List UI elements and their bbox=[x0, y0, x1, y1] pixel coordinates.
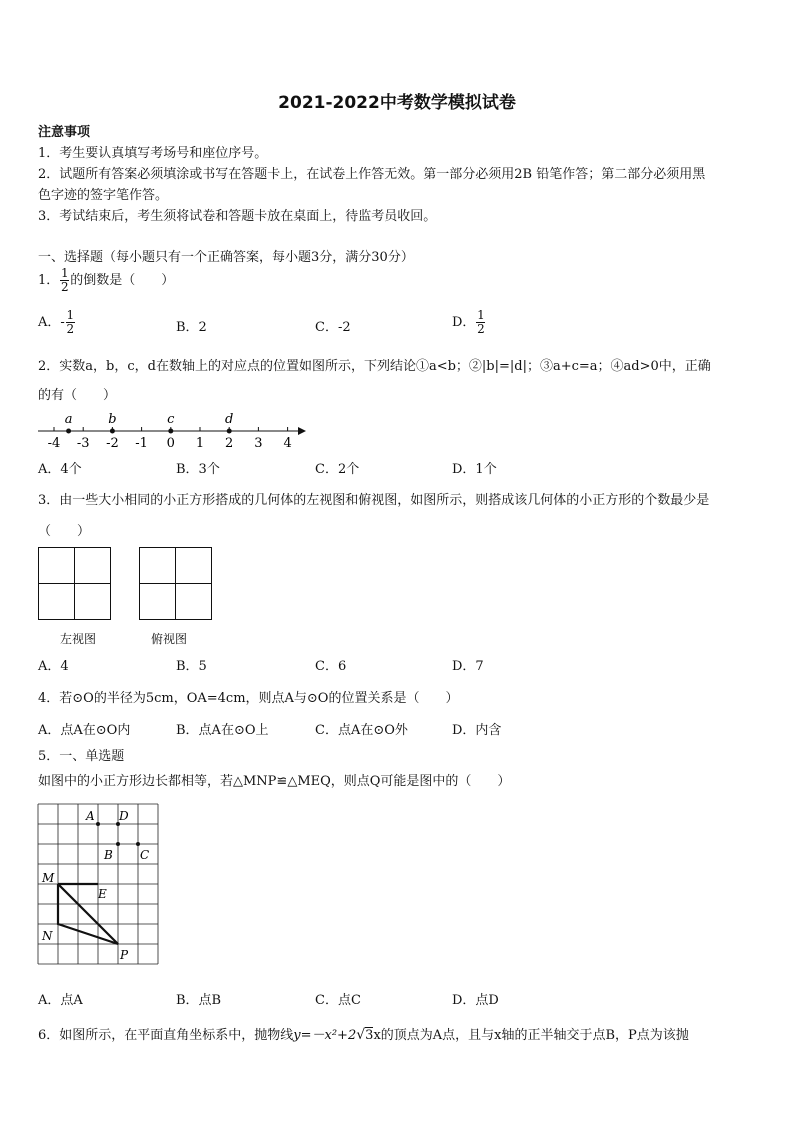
point-label-e: E bbox=[98, 887, 107, 901]
axis-point bbox=[66, 429, 71, 434]
point-label-d: D bbox=[119, 809, 129, 823]
option-d[interactable]: D．点D bbox=[452, 993, 499, 1008]
question-3-text: 3．由一些大小相同的小正方形搭成的几何体的左视图和俯视图，如图所示，则搭成该几何体的小正方形的个数最少是 bbox=[38, 493, 710, 508]
option-a[interactable]: A．4 bbox=[38, 659, 69, 674]
top-view-caption: 俯视图 bbox=[151, 632, 188, 646]
question-6-text: 6．如图所示，在平面直角坐标系中，抛物线y=－x²+2√3x的顶点为A点，且与x轴的正半轴交于点B，P点为该抛 bbox=[38, 1027, 689, 1043]
number-line-figure bbox=[36, 405, 308, 453]
option-c[interactable]: C．-2 bbox=[315, 320, 351, 335]
axis-point bbox=[110, 429, 115, 434]
axis-point bbox=[227, 429, 232, 434]
option-d[interactable]: D．7 bbox=[452, 659, 484, 674]
notice-item: 2．试题所有答案必须填涂或书写在答题卡上，在试卷上作答无效。第一部分必须用2B 铅笔作答；第二部分必须用黑 bbox=[38, 167, 706, 182]
axis-tick-label: -4 bbox=[47, 436, 61, 451]
option-a[interactable]: A．4个 bbox=[38, 462, 82, 477]
option-d[interactable]: D．1个 bbox=[452, 462, 497, 477]
point-label-m: M bbox=[42, 871, 55, 885]
question-5-text: 如图中的小正方形边长都相等，若△MNP≌△MEQ，则点Q可能是图中的（ ） bbox=[38, 774, 511, 789]
axis-tick-label: 4 bbox=[283, 436, 292, 451]
left-view-grid bbox=[38, 547, 112, 621]
parabola-formula: y=－x²+2 bbox=[293, 1028, 357, 1043]
question-2-text-cont: 的有（ ） bbox=[38, 388, 117, 403]
axis-tick-label: 3 bbox=[254, 436, 263, 451]
point-label-n: N bbox=[42, 929, 53, 943]
axis-point bbox=[168, 429, 173, 434]
option-d[interactable]: D．内含 bbox=[452, 723, 502, 738]
option-a[interactable]: A．点A在⊙O内 bbox=[38, 723, 131, 738]
axis-point-label: c bbox=[167, 412, 175, 427]
point-label-a: A bbox=[86, 809, 95, 823]
fraction-one-half: $\frac{1}{2}$ bbox=[60, 266, 69, 294]
axis-tick-label: -1 bbox=[135, 436, 148, 451]
option-b[interactable]: B．2 bbox=[176, 320, 207, 335]
option-c[interactable]: C．2个 bbox=[315, 462, 360, 477]
notice-item: 1．考生要认真填写考场号和座位序号。 bbox=[38, 146, 268, 161]
question-number: 1． bbox=[38, 273, 60, 288]
notice-item: 色字迹的签字笔作答。 bbox=[38, 188, 169, 203]
option-b[interactable]: B．点B bbox=[176, 993, 222, 1008]
option-c[interactable]: C．点C bbox=[315, 993, 361, 1008]
option-c[interactable]: C．点A在⊙O外 bbox=[315, 723, 408, 738]
question-5-heading: 5．一、单选题 bbox=[38, 749, 125, 764]
question-4-text: 4．若⊙O的半径为5cm，OA=4cm，则点A与⊙O的位置关系是（ ） bbox=[38, 691, 459, 706]
left-view-caption: 左视图 bbox=[60, 632, 97, 646]
option-b[interactable]: B．点A在⊙O上 bbox=[176, 723, 269, 738]
point-label-c: C bbox=[140, 848, 150, 862]
point-label-p: P bbox=[120, 948, 129, 962]
option-a[interactable]: A．点A bbox=[38, 993, 83, 1008]
axis-tick-label: -2 bbox=[106, 436, 119, 451]
notice-heading: 注意事项 bbox=[38, 125, 91, 140]
top-view-grid bbox=[139, 547, 213, 621]
question-text: 的倒数是（ ） bbox=[70, 273, 175, 288]
section-heading: 一、选择题（每小题只有一个正确答案，每小题3分，满分30分） bbox=[38, 250, 414, 265]
axis-point-label: b bbox=[108, 412, 117, 427]
page-title: 2021-2022中考数学模拟试卷 bbox=[278, 93, 516, 113]
question-3-text-cont: （ ） bbox=[38, 524, 91, 539]
question-1 bbox=[38, 266, 174, 296]
option-b[interactable]: B．5 bbox=[176, 659, 207, 674]
question-2-text: 2．实数a，b，c，d在数轴上的对应点的位置如图所示，下列结论①a<b；②|b|=|d|；③a+c=a；④ad>0中，正确 bbox=[38, 359, 711, 374]
sqrt-radicand: 3 bbox=[365, 1028, 374, 1043]
option-c[interactable]: C．6 bbox=[315, 659, 347, 674]
axis-tick-label: 0 bbox=[166, 436, 175, 451]
option-a[interactable]: A．- $\frac{1}{2}$ bbox=[38, 308, 75, 336]
option-d[interactable]: D． $\frac{1}{2}$ bbox=[452, 308, 485, 336]
option-b[interactable]: B．3个 bbox=[176, 462, 220, 477]
axis-tick-label: -3 bbox=[76, 436, 90, 451]
square-grid-figure bbox=[36, 802, 160, 968]
notice-item: 3．考试结束后，考生须将试卷和答题卡放在桌面上，待监考员收回。 bbox=[38, 209, 437, 224]
axis-point-label: a bbox=[64, 412, 73, 427]
axis-tick-label: 1 bbox=[195, 436, 205, 451]
axis-point-label: d bbox=[225, 412, 234, 427]
axis-tick-label: 2 bbox=[225, 436, 234, 451]
point-label-b: B bbox=[104, 848, 113, 862]
